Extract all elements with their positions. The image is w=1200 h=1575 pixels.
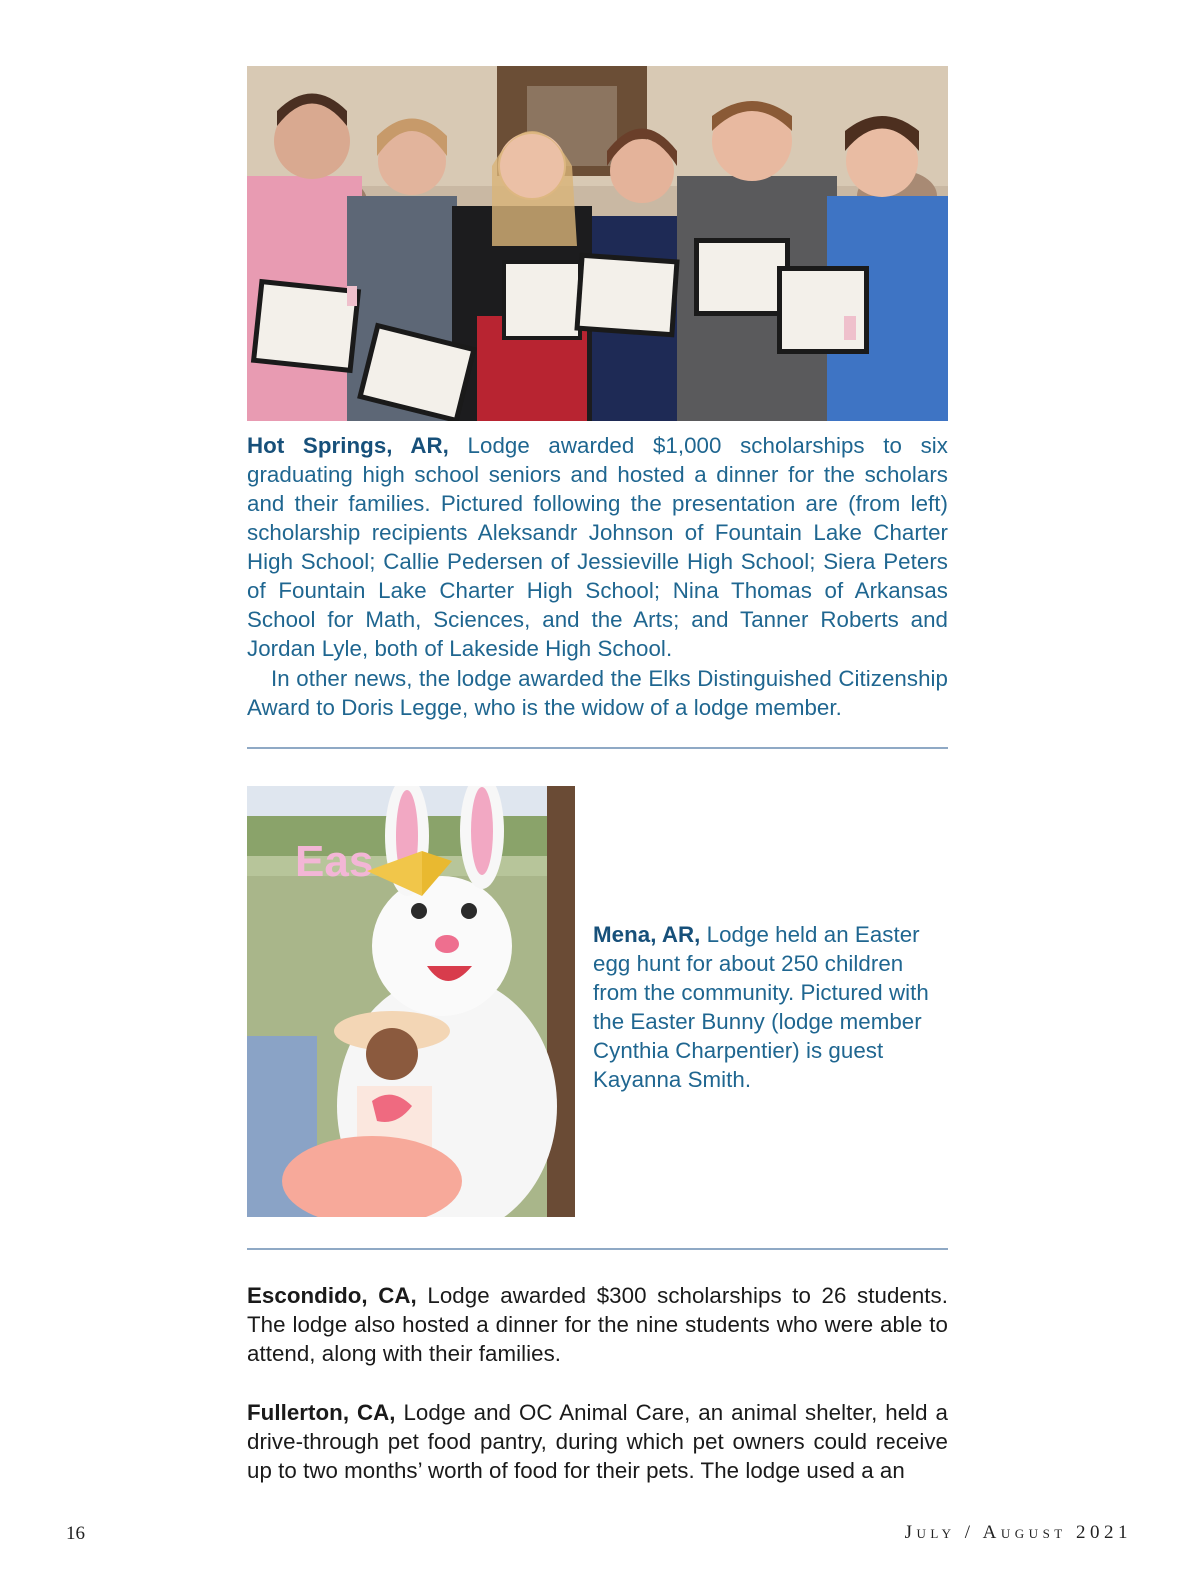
fullerton-paragraph bbox=[247, 1398, 948, 1485]
mena-text: Lodge held an Easter egg hunt for about 250 children from the community. Pictured with the Easter Bunny (lodge member Cynthia Charpentier) is guest Kayanna Smith. bbox=[593, 922, 929, 1092]
fullerton-dateline: Fullerton, CA, bbox=[247, 1400, 396, 1425]
hot-springs-caption-continued: In other news, the lodge awarded the Elks Distinguished Citizenship Award to Doris Legge, who is the widow of a lodge member. bbox=[247, 666, 948, 720]
issue-date: July / August 2021 bbox=[904, 1522, 1132, 1543]
mena-caption bbox=[593, 920, 943, 1094]
hot-springs-text: Lodge awarded $1,000 scholarships to six graduating high school seniors and hosted a dinner for the scholars and their families. Pictured following the presentation are (from left) scholarship recipients Aleksandr Johnson of Fountain Lake Charter High School; Callie Pedersen of Jessieville High School; Siera Peters of Fountain Lake Charter High School; Nina Thomas of Arkansas School for Math, Sciences, and the Arts; and Tanner Roberts and Jordan Lyle, both of Lakeside High School. bbox=[247, 433, 948, 661]
fullerton-text: Lodge and OC Animal Care, an animal shelter, held a drive-through pet food pantry, during which pet owners could receive up to two months’ worth of food for their pets. The lodge used a an bbox=[247, 1400, 948, 1483]
easter-bunny-photo bbox=[247, 786, 575, 1217]
scholarship-group-photo bbox=[247, 66, 948, 421]
mena-dateline: Mena, AR, bbox=[593, 922, 701, 947]
section-divider bbox=[247, 747, 948, 749]
page-number: 16 bbox=[66, 1523, 85, 1544]
hot-springs-caption bbox=[247, 431, 948, 663]
section-divider bbox=[247, 1248, 948, 1250]
svg-text:Eas: Eas bbox=[295, 837, 374, 886]
hot-springs-dateline: Hot Springs, AR, bbox=[247, 433, 449, 458]
escondido-paragraph bbox=[247, 1281, 948, 1368]
escondido-dateline: Escondido, CA, bbox=[247, 1283, 417, 1308]
escondido-text: Lodge awarded $300 scholarships to 26 students. The lodge also hosted a dinner for the nine students who were able to attend, along with their families. bbox=[247, 1283, 948, 1366]
